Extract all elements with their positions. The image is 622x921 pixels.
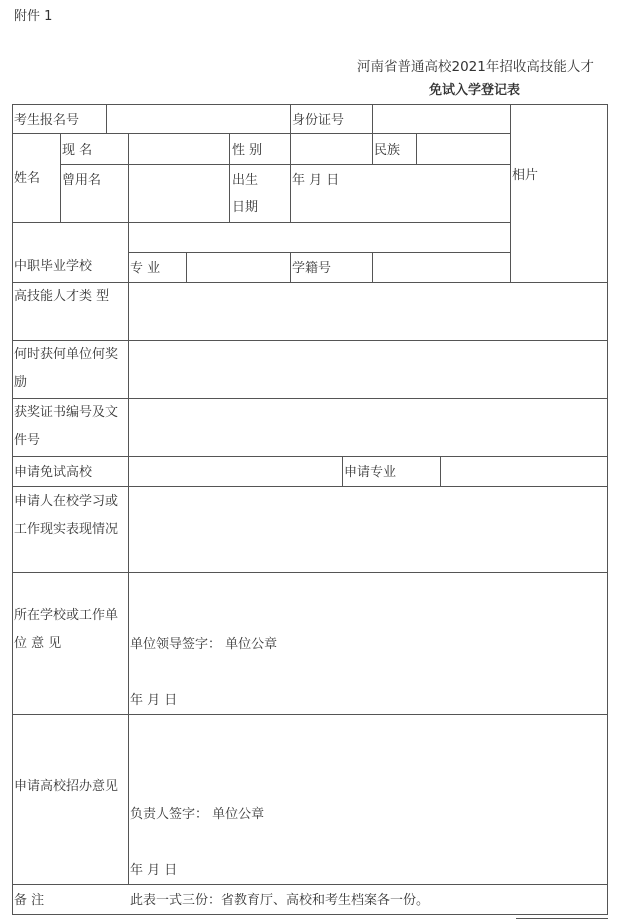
apply-school-label: 申请免试高校 (14, 465, 93, 480)
exam-no-label: 考生报名号 (14, 113, 80, 128)
ethnicity-field[interactable] (417, 134, 509, 163)
remark-text: 此表一式三份：省教育厅、高校和考生档案各一份。 (130, 893, 430, 908)
cert-label: 获奖证书编号及文件号 (14, 405, 119, 448)
college-sign-line: 负责人签字： 单位公章 (130, 807, 265, 822)
birth-date-field[interactable]: 年 月 日 (292, 173, 340, 188)
talent-type-label: 高技能人才类 型 (14, 289, 110, 304)
id-no-field[interactable] (373, 105, 509, 132)
major-field[interactable] (187, 253, 289, 281)
unit-sign-line: 单位领导签字： 单位公章 (130, 637, 278, 652)
current-name-field[interactable] (129, 134, 228, 163)
apply-major-field[interactable] (441, 457, 606, 485)
status-field[interactable] (373, 253, 509, 281)
performance-label: 申请人在校学习或工作现实表现情况 (14, 494, 119, 537)
major-label: 专 业 (130, 261, 161, 276)
form-subtitle: 河南省普通高校2021年招收高技能人才 (357, 59, 594, 75)
award-field[interactable] (129, 341, 606, 397)
college-opinion-label: 申请高校招办意见 (14, 779, 119, 794)
former-name-label: 曾用名 (62, 173, 102, 188)
form-title: 免试入学登记表 (429, 83, 521, 98)
performance-field[interactable] (129, 487, 606, 571)
college-date-line: 年 月 日 (130, 863, 178, 878)
photo-label: 相片 (512, 168, 539, 183)
unit-date-line: 年 月 日 (130, 693, 178, 708)
former-name-field[interactable] (129, 165, 228, 221)
birth-label-line2: 日期 (232, 200, 259, 215)
apply-school-field[interactable] (129, 457, 341, 485)
remark-label: 备 注 (14, 893, 45, 908)
ethnicity-label: 民族 (374, 143, 401, 158)
school-label: 中职毕业学校 (14, 259, 93, 274)
cert-field[interactable] (129, 399, 606, 455)
attachment-label: 附件 1 (14, 9, 53, 24)
name-label: 姓名 (14, 171, 41, 186)
gender-label: 性 别 (232, 143, 263, 158)
gender-field[interactable] (291, 134, 371, 163)
exam-no-field[interactable] (107, 105, 289, 132)
talent-type-field[interactable] (129, 283, 606, 339)
id-no-label: 身份证号 (292, 113, 345, 128)
award-label: 何时获何单位何奖励 (14, 347, 119, 390)
unit-opinion-label: 所在学校或工作单位 意 见 (14, 608, 119, 651)
status-label: 学籍号 (292, 261, 332, 276)
school-field[interactable] (129, 223, 509, 251)
current-name-label: 现 名 (62, 143, 93, 158)
apply-major-label: 申请专业 (344, 465, 397, 480)
birth-label-line1: 出生 (232, 173, 259, 188)
